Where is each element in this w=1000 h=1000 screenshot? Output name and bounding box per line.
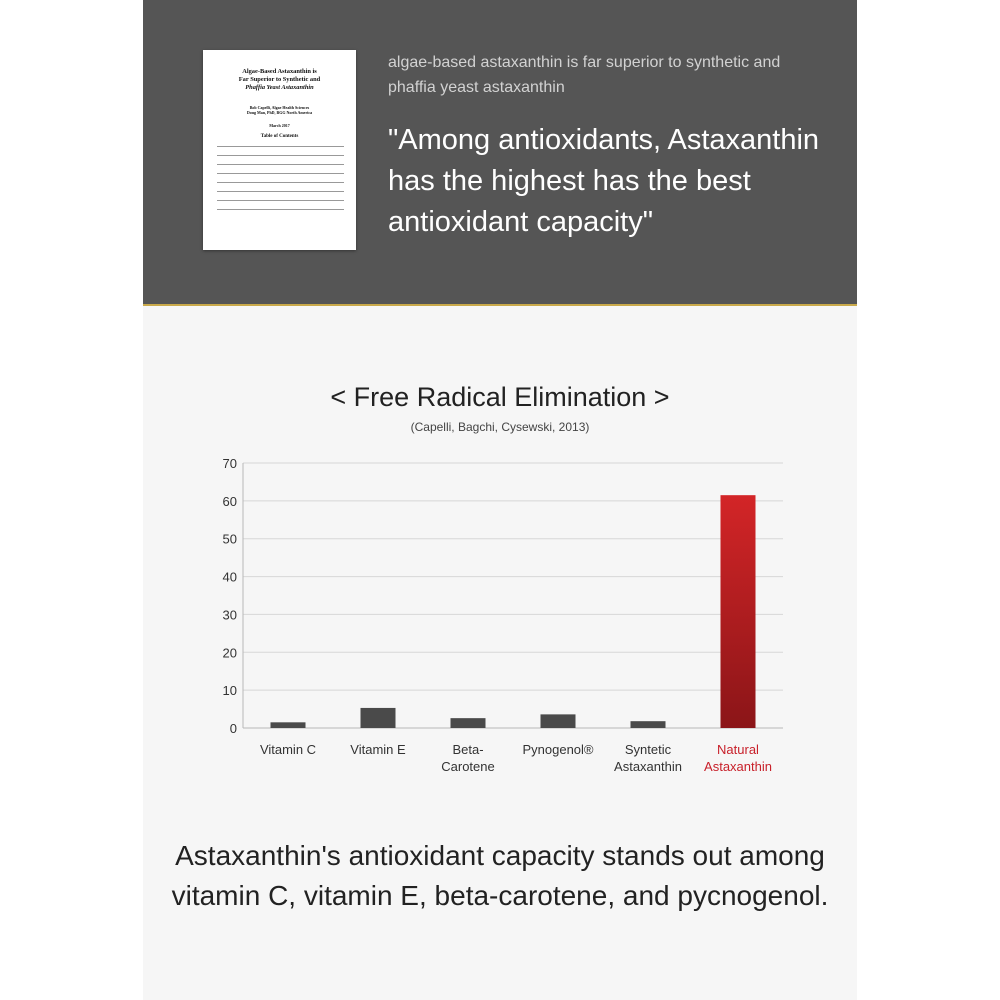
- toc-line: [217, 164, 344, 165]
- paper-title-line: Phaffia Yeast Astaxanthin: [245, 84, 314, 91]
- toc-line: [217, 191, 344, 192]
- y-tick-label: 50: [222, 531, 237, 547]
- y-tick-label: 60: [222, 493, 237, 509]
- x-tick-label: Natural: [717, 742, 759, 757]
- toc-line: [217, 200, 344, 201]
- y-tick-label: 30: [222, 607, 237, 623]
- y-tick-label: 70: [222, 456, 237, 471]
- x-tick-label: Vitamin C: [259, 742, 317, 757]
- chart-title: < Free Radical Elimination >: [330, 382, 670, 412]
- bar-chart: [143, 306, 857, 806]
- paper-author-line: Doug Man, PhD, BGG North America: [246, 110, 313, 116]
- header-panel: [143, 0, 857, 306]
- paper-title-line: Algae-Based Astaxanthin is: [242, 68, 317, 75]
- caption-line: Astaxanthin's antioxidant capacity stands out among: [175, 840, 825, 871]
- paper-author-line: Bob Capelli, Algae Health Sciences: [249, 105, 310, 110]
- bar: [451, 718, 486, 728]
- caption-line: vitamin C, vitamin E, beta-carotene, and pycnogenol.: [171, 880, 829, 911]
- quote-line: antioxidant capacity": [388, 206, 654, 238]
- y-tick-label: 40: [222, 569, 237, 585]
- bar: [631, 721, 666, 728]
- toc-line: [217, 155, 344, 156]
- quote-line: "Among antioxidants, Astaxanthin: [388, 124, 820, 156]
- bar: [361, 708, 396, 728]
- paper-authors: [211, 105, 348, 115]
- paper-title-line: Far Superior to Synthetic and: [238, 76, 321, 83]
- x-tick-label: Beta-: [452, 742, 484, 757]
- paper-title: [211, 68, 348, 92]
- paper-toc-lines: [217, 146, 344, 218]
- y-tick-label: 20: [222, 645, 237, 661]
- paper-date: March 2017: [269, 123, 290, 128]
- toc-line: [217, 182, 344, 183]
- paper-toc-heading: Table of Contents: [260, 134, 299, 139]
- y-tick-label: 10: [222, 683, 237, 699]
- bar: [541, 714, 576, 728]
- paper-cover-image: [203, 50, 356, 250]
- x-tick-label: Astaxanthin: [704, 759, 772, 774]
- header-subtitle: algae-based astaxanthin is far superior to synthetic and phaffia yeast astaxanthin: [388, 54, 781, 96]
- chart-panel: [143, 306, 857, 1000]
- x-tick-label: Syntetic: [624, 742, 672, 757]
- toc-line: [217, 209, 344, 210]
- header-quote: [388, 120, 848, 243]
- quote-line: has the highest has the best: [388, 165, 751, 197]
- bar: [271, 722, 306, 728]
- caption: [143, 836, 857, 916]
- x-tick-label: Vitamin E: [350, 742, 406, 757]
- x-tick-label: Pynogenol®: [522, 742, 594, 757]
- y-tick-label: 0: [229, 721, 237, 736]
- x-tick-label: Carotene: [441, 759, 495, 774]
- chart-source: (Capelli, Bagchi, Cysewski, 2013): [410, 420, 590, 434]
- bar: [721, 495, 756, 728]
- toc-line: [217, 173, 344, 174]
- x-tick-label: Astaxanthin: [614, 759, 682, 774]
- toc-line: [217, 146, 344, 147]
